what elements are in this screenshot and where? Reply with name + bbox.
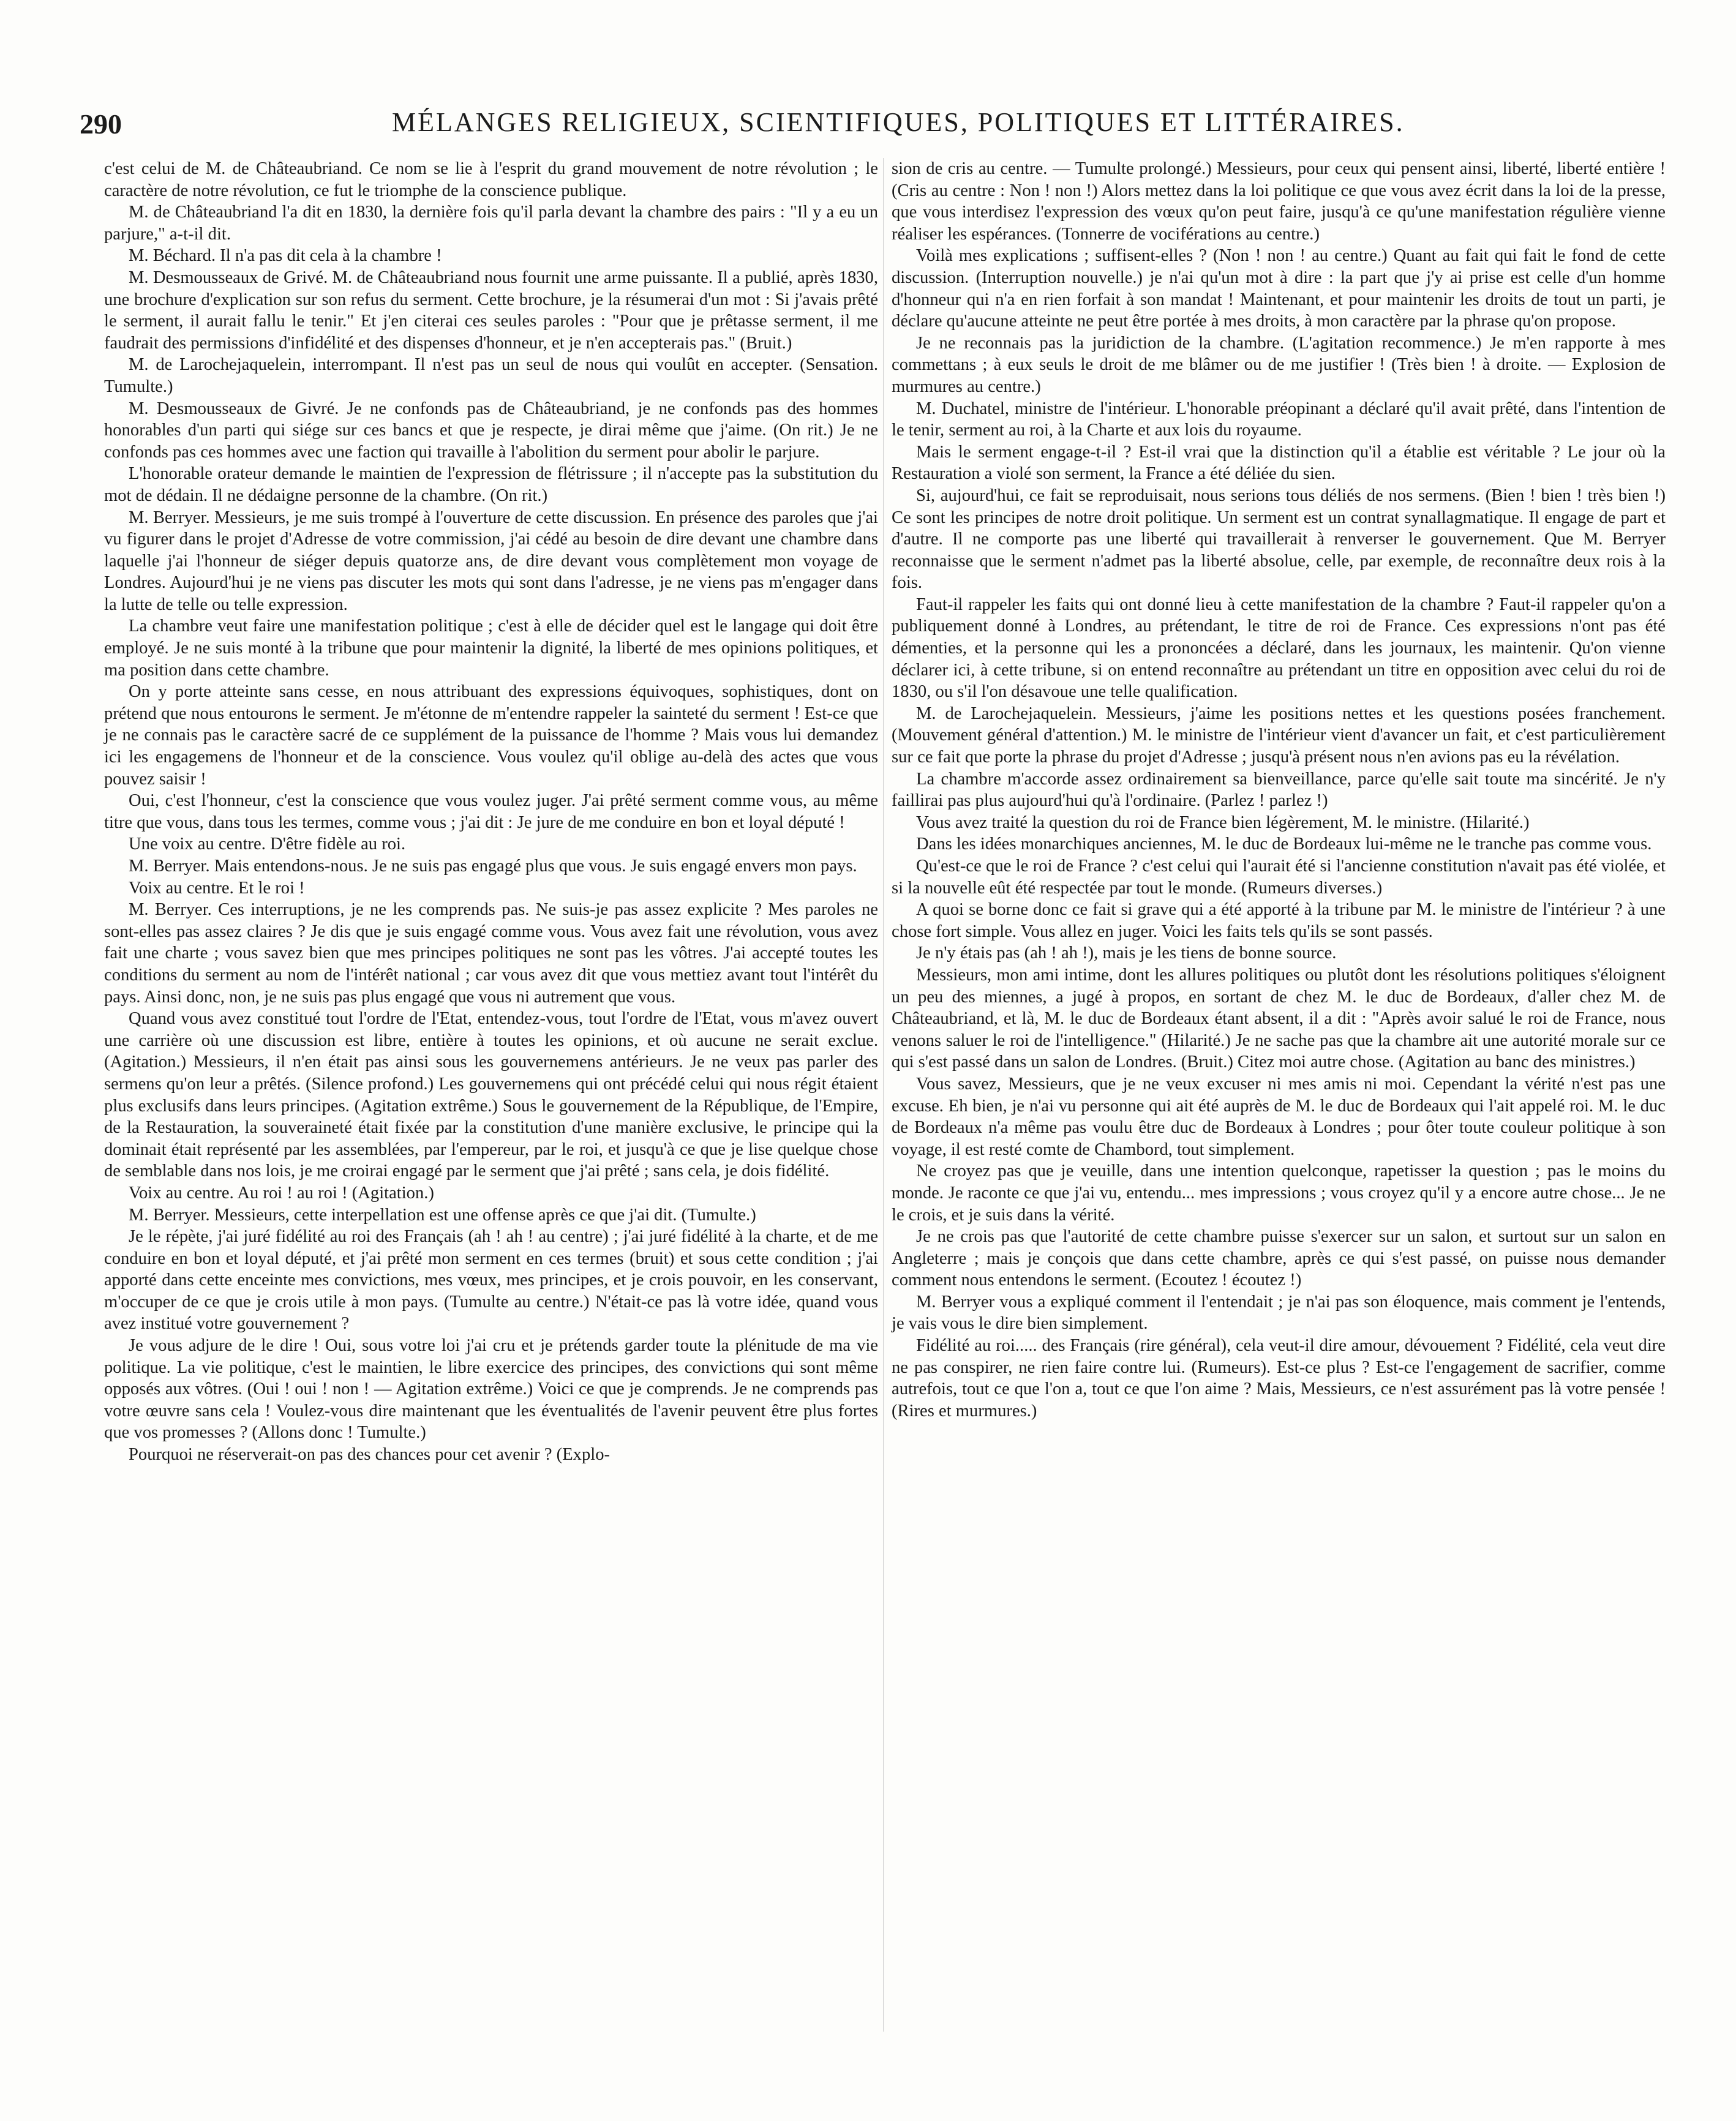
- paragraph: Voix au centre. Au roi ! au roi ! (Agitation.): [129, 1183, 434, 1203]
- paragraph: La chambre veut faire une manifestation politique ; c'est à elle de décider quel est le langage qui doit être employé. Je ne suis monté à la tribune que pour maintenir la dignité, la liberté de mes opinions politiques, et ma position dans cette chambre.: [104, 617, 878, 680]
- paragraph: M. de Larochejaquelein, interrompant. Il n'est pas un seul de nous qui voulût en accepter. (Sensation. Tumulte.): [104, 355, 878, 396]
- paragraph: Quand vous avez constitué tout l'ordre de l'Etat, entendez-vous, tout l'ordre de l'Etat, vous m'avez ouvert une carrière où une discussion est libre, entière à toutes les opinions, et où aucune ne serait exclue. (Agitation.) Messieurs, il n'en était pas ainsi sous les gouvernemens antérieurs. Je ne veux pas parler des sermens qu'on leur a prêtés. (Silence profond.) Les gouvernemens qui ont précédé celui qui nous régit étaient plus exclusifs dans leurs principes. (Agitation extrême.) Sous le gouvernement de la République, de l'Empire, de la Restauration, la souveraineté était fixée par la constitution d'une manière exclusive, le principe qui la dominait était représenté par les assemblées, par l'empereur, par le roi, et jusqu'à ce que je lise quelque chose de semblable dans nos lois, je me croirai engagé par le serment que j'ai prêté ; sans cela, je dois fidélité.: [104, 1009, 878, 1181]
- paragraph: Voix au centre. Et le roi !: [129, 878, 305, 898]
- paragraph: Je ne crois pas que l'autorité de cette chambre puisse s'exercer sur un salon, et surtout sur un salon en Angleterre ; mais je conçois que dans cette chambre, après ce qui s'est passé, on puisse nous demander comment nous entendons le serment. (Ecoutez ! écoutez !): [892, 1227, 1666, 1290]
- paragraph: Dans les idées monarchiques anciennes, M. le duc de Bordeaux lui-même ne le tranche pas comme vous.: [916, 835, 1652, 854]
- paragraph: M. Béchard. Il n'a pas dit cela à la chambre !: [129, 246, 442, 266]
- paragraph: Voilà mes explications ; suffisent-elles ? (Non ! non ! au centre.) Quant au fait qui fait le fond de cette discussion. (Interruption nouvelle.) je n'ai qu'un mot à dire : la part que j'y ai prise est celle d'un homme d'honneur qui n'a en rien forfait à son mandat ! Maintenant, et pour maintenir les droits de tout un parti, je déclare qu'aucune atteinte ne peut être portée à mes droits, à mon caractère par la phrase qu'on propose.: [892, 246, 1666, 331]
- paragraph: A quoi se borne donc ce fait si grave qui a été apporté à la tribune par M. le ministre de l'intérieur ? à une chose fort simple. Vous allez en juger. Voici les faits tels qu'ils se sont passés.: [892, 900, 1666, 941]
- page-number: 290: [80, 108, 122, 140]
- left-column: [104, 158, 878, 1466]
- paragraph: M. Berryer vous a expliqué comment il l'entendait ; je n'ai pas son éloquence, mais comment je l'entends, je vais vous le dire bien simplement.: [892, 1292, 1666, 1334]
- paragraph: M. Desmousseaux de Givré. Je ne confonds pas de Châteaubriand, je ne confonds pas des hommes honorables d'un parti qui siége sur ces bancs et que je respecte, je dirai même que j'aime. (On rit.) Je ne confonds pas ces hommes avec une faction qui travaille à l'abolition du serment pour abolir le parjure.: [104, 399, 878, 462]
- paragraph: Pourquoi ne réserverait-on pas des chances pour cet avenir ? (Explo-: [129, 1445, 611, 1465]
- paragraph: Vous avez traité la question du roi de France bien légèrement, M. le ministre. (Hilarité.): [916, 813, 1530, 832]
- paragraph: Faut-il rappeler les faits qui ont donné lieu à cette manifestation de la chambre ? Faut-il rappeler qu'on a publiquement donné à Londres, au prétendant, le titre de roi de France. Ces expressions n'ont pas été démenties, et la personne qui les a prononcées a déclaré, dans les journaux, les maintenir. Qu'on vienne déclarer ici, à cette tribune, si on entend reconnaître au prétendant un titre en opposition avec celui du roi de 1830, ou s'il l'on désavoue une telle qualification.: [892, 595, 1666, 702]
- paragraph: Fidélité au roi..... des Français (rire général), cela veut-il dire amour, dévouement ? Fidélité, cela veut dire ne pas conspirer, ne rien faire contre lui. (Rumeurs). Est-ce plus ? Est-ce l'engagement de sacrifier, comme autrefois, tout ce que l'on a, tout ce que l'on aime ? Mais, Messieurs, ce n'est assurément pas là votre pensée ! (Rires et murmures.): [892, 1336, 1666, 1421]
- paragraph: Je n'y étais pas (ah ! ah !), mais je les tiens de bonne source.: [916, 944, 1337, 963]
- paragraph: Mais le serment engage-t-il ? Est-il vrai que la distinction qu'il a établie est véritable ? Le jour où la Restauration a violé son serment, la France a été déliée du sien.: [892, 442, 1666, 484]
- paragraph: Je ne reconnais pas la juridiction de la chambre. (L'agitation recommence.) Je m'en rapporte à mes commettans ; à eux seuls le droit de me blâmer ou de me justifier ! (Très bien ! à droite. — Explosion de murmures au centre.): [892, 333, 1666, 396]
- paragraph: M. Duchatel, ministre de l'intérieur. L'honorable préopinant a déclaré qu'il avait prêté, dans l'intention de le tenir, serment au roi, à la Charte et aux lois du royaume.: [892, 399, 1666, 440]
- paragraph: Si, aujourd'hui, ce fait se reproduisait, nous serions tous déliés de nos sermens. (Bien ! bien ! très bien !) Ce sont les principes de notre droit politique. Un serment est un contrat synallagmatique. Il engage de part et d'autre. Il ne comporte pas une liberté qui travaillerait à renverser le gouvernement. Que M. Berryer reconnaisse que le serment n'admet pas la liberté absolue, celle, par exemple, de reconnaître deux rois à la fois.: [892, 486, 1666, 593]
- paragraph: M. Berryer. Messieurs, cette interpellation est une offense après ce que j'ai dit. (Tumulte.): [129, 1205, 756, 1225]
- right-column: [892, 158, 1666, 1422]
- paragraph: M. Berryer. Messieurs, je me suis trompé à l'ouverture de cette discussion. En présence des paroles que j'ai vu figurer dans le projet d'Adresse de votre commission, j'ai cédé au besoin de dire devant une chambre dans laquelle j'ai l'honneur de siéger depuis quatorze ans, de dire devant vous complètement mon voyage de Londres. Aujourd'hui je ne viens pas discuter les mots qui sont dans l'adresse, je ne viens pas m'engager dans la lutte de telle ou telle expression.: [104, 508, 878, 614]
- paragraph: La chambre m'accorde assez ordinairement sa bienveillance, parce qu'elle sait toute ma sincérité. Je n'y faillirai pas plus aujourd'hui qu'à l'ordinaire. (Parlez ! parlez !): [892, 769, 1666, 811]
- paragraph: M. Desmousseaux de Grivé. M. de Châteaubriand nous fournit une arme puissante. Il a publié, après 1830, une brochure d'explication sur son refus du serment. Cette brochure, je la résumerai d'un mot : Si j'avais prêté le serment, il aurait fallu le tenir." Et j'en citerai ces seules paroles : "Pour que je prêtasse serment, il me faudrait des permissions d'infidélité et des dispenses d'honneur, et je n'en accepterais pas." (Bruit.): [104, 268, 878, 353]
- paragraph: M. de Châteaubriand l'a dit en 1830, la dernière fois qu'il parla devant la chambre des pairs : "Il y a eu un parjure," a-t-il dit.: [104, 203, 878, 244]
- paragraph: M. Berryer. Mais entendons-nous. Je ne suis pas engagé plus que vous. Je suis engagé envers mon pays.: [129, 857, 857, 876]
- paragraph: Une voix au centre. D'être fidèle au roi.: [129, 835, 406, 854]
- paragraph: Qu'est-ce que le roi de France ? c'est celui qui l'aurait été si l'ancienne constitution n'avait pas été violée, et si la nouvelle eût été respectée par tout le monde. (Rumeurs diverses.): [892, 857, 1666, 898]
- paragraph: M. Berryer. Ces interruptions, je ne les comprends pas. Ne suis-je pas assez explicite ? Mes paroles ne sont-elles pas assez claires ? Je dis que je suis engagé comme vous. Vous avez fait une révolution, vous avez fait une charte ; vous savez bien que mes principes politiques ne sont pas les vôtres. J'ai accepté toutes les conditions du serment au nom de l'intérêt national ; car vous avez dit que vous mettiez avant tout l'intérêt du pays. Ainsi donc, non, je ne suis pas plus engagé que vous ni autrement que vous.: [104, 900, 878, 1007]
- paragraph: Messieurs, mon ami intime, dont les allures politiques ou plutôt dont les résolutions politiques s'éloignent un peu des miennes, a jugé à propos, en sortant de chez M. le duc de Bordeaux, d'aller chez M. de Châteaubriand, et là, M. le duc de Bordeaux étant absent, il a dit : "Après avoir salué le roi de France, nous venons saluer le roi de l'intelligence." (Hilarité.) Je ne sache pas que la chambre ait une autorité morale sur ce qui s'est passé dans un salon de Londres. (Bruit.) Citez moi autre chose. (Agitation au banc des ministres.): [892, 965, 1666, 1072]
- paragraph: sion de cris au centre. — Tumulte prolongé.) Messieurs, pour ceux qui pensent ainsi, liberté, liberté entière ! (Cris au centre : Non ! non !) Alors mettez dans la loi politique ce que vous avez écrit dans la loi de la presse, que vous interdisez l'expression des vœux qu'on peut faire, jusqu'à ce qu'une manifestation régulière vienne réaliser les espérances. (Tonnerre de vociférations au centre.): [892, 159, 1666, 244]
- paragraph: Je vous adjure de le dire ! Oui, sous votre loi j'ai cru et je prétends garder toute la plénitude de ma vie politique. La vie politique, c'est le maintien, le libre exercice des principes, des convictions qui sont même opposés aux vôtres. (Oui ! oui ! non ! — Agitation extrême.) Voici ce que je comprends. Je ne comprends pas votre œuvre sans cela ! Voulez-vous dire maintenant que les éventualités de l'avenir peuvent être plus fortes que vos promesses ? (Allons donc ! Tumulte.): [104, 1336, 878, 1443]
- paragraph: Vous savez, Messieurs, que je ne veux excuser ni mes amis ni moi. Cependant la vérité n'est pas une excuse. Eh bien, je n'ai vu personne qui ait été auprès de M. le duc de Bordeaux qui l'ait appelé roi. M. le duc de Bordeaux n'a même pas voulu être duc de Bordeaux à Londres ; pour ôter toute couleur politique à son voyage, il est resté comte de Chambord, tout simplement.: [892, 1074, 1666, 1159]
- paragraph: Oui, c'est l'honneur, c'est la conscience que vous voulez juger. J'ai prêté serment comme vous, au même titre que vous, dans tous les termes, comme vous ; j'ai dit : Je jure de me conduire en bon et loyal député !: [104, 791, 878, 832]
- page-header: [80, 103, 1647, 146]
- running-title: MÉLANGES RELIGIEUX, SCIENTIFIQUES, POLITIQUES ET LITTÉRAIRES.: [392, 107, 1405, 137]
- paragraph: On y porte atteinte sans cesse, en nous attribuant des expressions équivoques, sophistiques, dont on prétend que nous entourons le serment. Je m'étonne de m'entendre rappeler la sainteté du serment ! Est-ce que je ne connais pas le caractère sacré de ce supplément de la puissance de l'homme ? Mais vous lui demandez ici les engagemens de l'honneur et de la conscience. Vous voulez qu'il oblige au-delà des actes que vous pouvez saisir !: [104, 682, 878, 789]
- paragraph: c'est celui de M. de Châteaubriand. Ce nom se lie à l'esprit du grand mouvement de notre révolution ; le caractère de notre révolution, ce fut le triomphe de la conscience publique.: [104, 159, 878, 200]
- paragraph: L'honorable orateur demande le maintien de l'expression de flétrissure ; il n'accepte pas la substitution du mot de dédain. Il ne dédaigne personne de la chambre. (On rit.): [104, 464, 878, 505]
- column-divider: [883, 158, 884, 2032]
- paragraph: Je le répète, j'ai juré fidélité au roi des Français (ah ! ah ! au centre) ; j'ai juré fidélité à la charte, et de me conduire en bon et loyal député, et j'ai prêté mon serment en ces termes (bruit) et sous cette condition ; j'ai apporté dans cette enceinte mes convictions, mes vœux, mes principes, et je crois pouvoir, en les conservant, m'occuper de ce que je crois utile à mon pays. (Tumulte au centre.) N'était-ce pas là votre idée, quand vous avez institué votre gouvernement ?: [104, 1227, 878, 1334]
- paragraph: Ne croyez pas que je veuille, dans une intention quelconque, rapetisser la question ; pas le moins du monde. Je raconte ce que j'ai vu, entendu... mes impressions ; vous croyez qu'il y a encore autre chose... Je ne le crois, et je suis dans la vérité.: [892, 1162, 1666, 1225]
- paragraph: M. de Larochejaquelein. Messieurs, j'aime les positions nettes et les questions posées franchement. (Mouvement général d'attention.) M. le ministre de l'intérieur vient d'avancer un fait, et c'est particulièrement sur ce fait que porte la phrase du projet d'Adresse ; jusqu'à présent nous n'en avions pas eu la révélation.: [892, 704, 1666, 767]
